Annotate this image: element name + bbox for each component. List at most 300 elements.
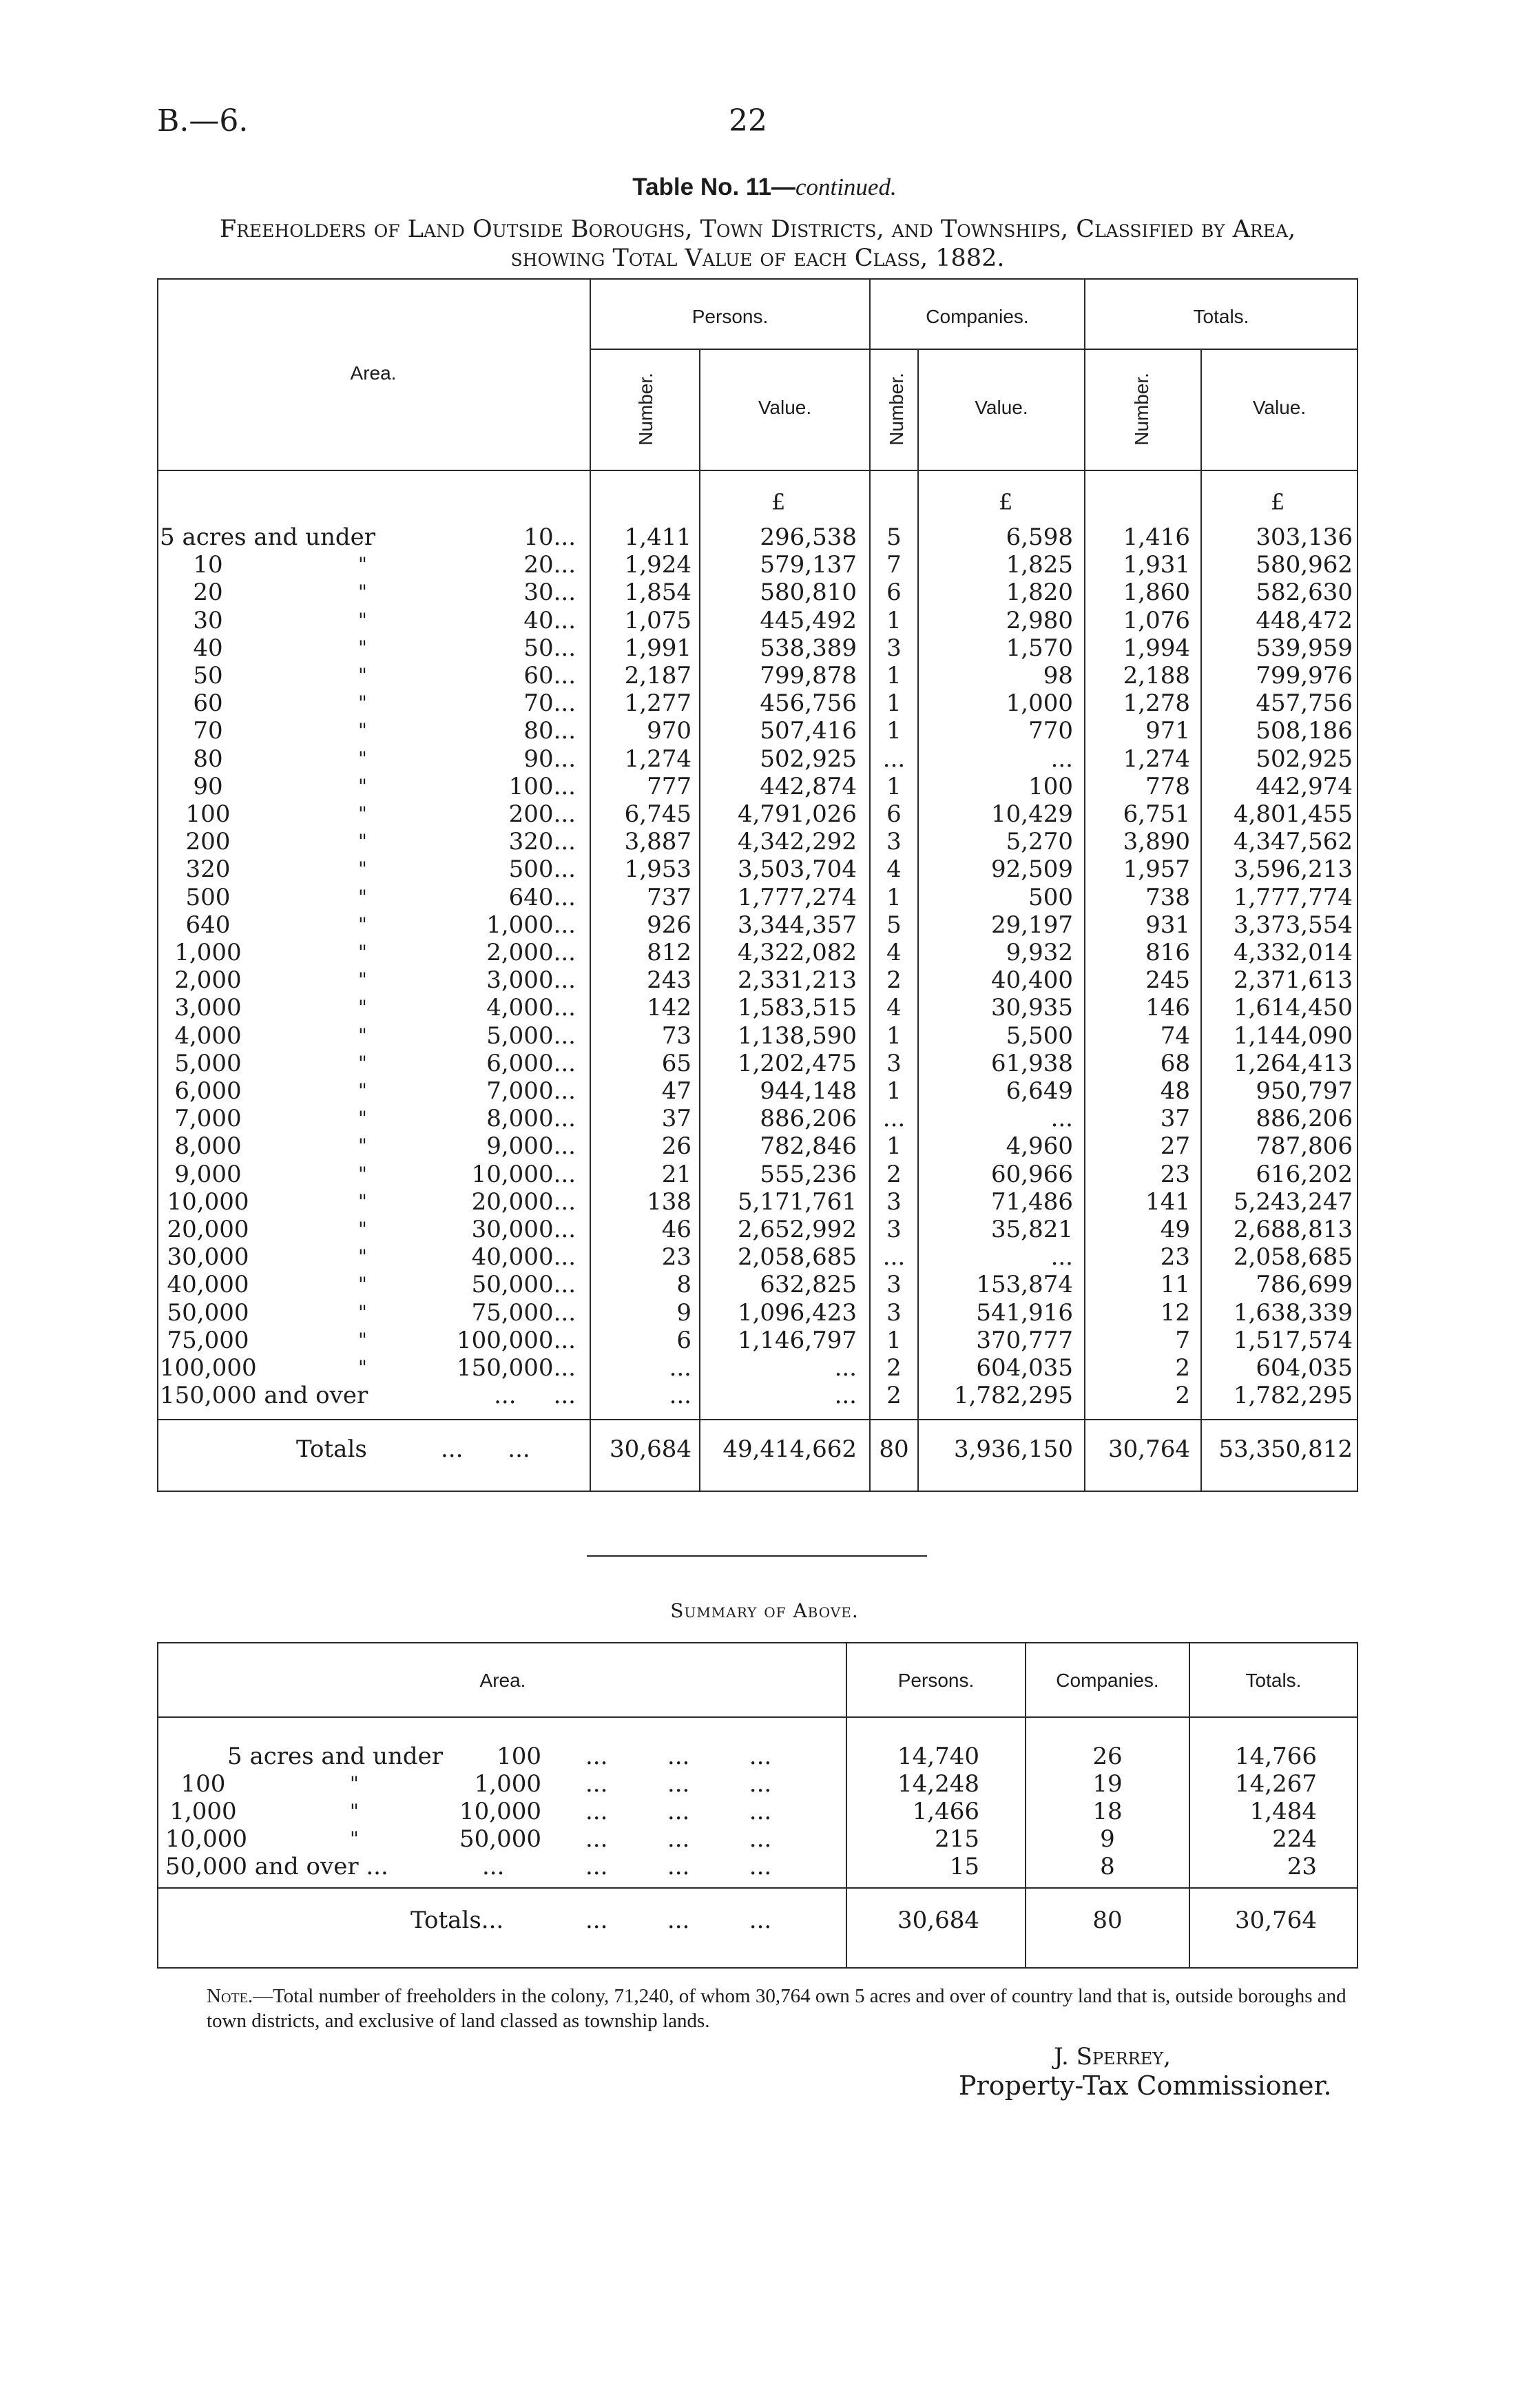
ditto-mark: " [358, 885, 367, 909]
summary-totals: 23 [1287, 1853, 1317, 1880]
totals-value: 1,638,339 [1233, 1298, 1353, 1327]
area-to: 20... [523, 551, 576, 579]
totals-dots: ... ... [441, 1435, 530, 1463]
table-row [0, 1132, 1529, 1160]
persons-value: 1,146,797 [737, 1326, 857, 1354]
area-from: 2,000 [174, 966, 242, 995]
ditto-mark: " [358, 719, 367, 743]
table-row [0, 579, 1529, 606]
totals-value: 442,974 [1256, 772, 1353, 800]
header-companies-value: Value. [975, 397, 1028, 418]
area-to: 320... [508, 828, 576, 856]
ditto-mark: " [358, 996, 367, 1019]
area-to: 60... [523, 662, 576, 689]
area-from: 30,000 [167, 1243, 249, 1272]
totals-persons-value: 49,414,662 [722, 1435, 857, 1463]
summary-persons: 14,248 [897, 1770, 979, 1798]
totals-value: 1,777,774 [1233, 883, 1353, 911]
totals-number: 2 [1175, 1354, 1190, 1382]
summary-totals: 14,766 [1235, 1743, 1317, 1770]
companies-number: 4 [886, 855, 902, 884]
companies-number: 3 [886, 828, 902, 856]
persons-value: 580,810 [760, 579, 857, 607]
companies-value: 9,932 [1006, 939, 1073, 966]
totals-value: 2,371,613 [1233, 966, 1353, 995]
summary-dots: ... ... ... [585, 1798, 772, 1825]
persons-number: 1,924 [624, 551, 691, 579]
table-title-main: Table No. 11— [632, 174, 795, 200]
table-row [0, 745, 1529, 773]
totals-number: 27 [1160, 1132, 1190, 1161]
companies-number: 5 [886, 523, 902, 551]
totals-number: 68 [1160, 1049, 1190, 1077]
persons-number: 1,075 [624, 606, 691, 634]
persons-number: 9 [676, 1298, 691, 1327]
totals-number: 2 [1175, 1382, 1190, 1410]
header-bottom-rule [157, 470, 1358, 471]
area-from: 8,000 [174, 1132, 242, 1161]
companies-number: 4 [886, 939, 902, 966]
area-from: 50,000 [167, 1298, 249, 1327]
ditto-mark: " [358, 858, 367, 881]
table-row [0, 1161, 1529, 1188]
area-from: 7,000 [174, 1105, 242, 1133]
summary-area: 1,000 [169, 1798, 237, 1825]
summary-totals-companies: 80 [1092, 1907, 1123, 1934]
totals-number: 23 [1160, 1243, 1190, 1272]
persons-value: ... [834, 1382, 857, 1410]
companies-number: 1 [886, 1077, 902, 1105]
table-row [0, 1299, 1529, 1327]
summary-area-to: ... [482, 1853, 505, 1880]
area-from: 70 [193, 717, 223, 745]
page-number: 22 [729, 103, 767, 138]
totals-totals-number: 30,764 [1108, 1435, 1190, 1463]
totals-value: 448,472 [1256, 606, 1353, 634]
companies-number: 2 [886, 966, 902, 995]
persons-number: 1,854 [624, 579, 691, 607]
table-row [0, 607, 1529, 634]
area-from: 30 [193, 606, 223, 634]
summary-companies: 9 [1100, 1825, 1115, 1853]
companies-value: 4,960 [1006, 1132, 1073, 1161]
footnote-text: —Total number of freeholders in the colony, 71,240, of whom 30,764 own 5 acres and over of country land that is, outside boroughs and town districts, and exclusive of land classed as township lands. [207, 1985, 1346, 2032]
persons-value: 4,342,292 [737, 828, 857, 856]
table-row [0, 662, 1529, 689]
totals-number: 48 [1160, 1077, 1190, 1105]
totals-number: 23 [1160, 1160, 1190, 1188]
companies-number: 2 [886, 1160, 902, 1188]
summary-totals: 224 [1272, 1825, 1317, 1853]
area-from: 20 [193, 579, 223, 607]
persons-number: 6 [676, 1326, 691, 1354]
companies-value: 2,980 [1006, 606, 1073, 634]
persons-number: 1,953 [624, 855, 691, 884]
ditto-mark: " [350, 1827, 359, 1850]
summary-persons: 15 [949, 1853, 979, 1880]
persons-number: 737 [647, 883, 691, 911]
persons-value: 1,138,590 [737, 1021, 857, 1050]
footnote-label: Note. [207, 1985, 253, 2007]
persons-value: 555,236 [760, 1160, 857, 1188]
area-to: 640... [508, 883, 576, 911]
ditto-mark: " [358, 1107, 367, 1130]
persons-number: 926 [647, 911, 691, 939]
area-from: 320 [185, 855, 231, 884]
ditto-mark: " [358, 1356, 367, 1379]
companies-value: 60,966 [991, 1160, 1073, 1188]
companies-number: 1 [886, 1021, 902, 1050]
totals-number: 1,076 [1123, 606, 1190, 634]
table-row [0, 1050, 1529, 1077]
ditto-mark: " [358, 1162, 367, 1185]
area-to: 50... [523, 634, 576, 662]
totals-number: 49 [1160, 1216, 1190, 1243]
area-from: 4,000 [174, 1021, 242, 1050]
persons-value: 2,058,685 [737, 1243, 857, 1272]
summary-dots: ... ... ... [585, 1853, 772, 1880]
summary-totals-dots: ... ... ... [585, 1907, 772, 1934]
companies-value: 71,486 [991, 1187, 1073, 1216]
table-row [0, 717, 1529, 745]
ditto-mark: " [358, 1328, 367, 1351]
summary-dots: ... ... ... [585, 1770, 772, 1798]
table-caption [157, 215, 1358, 273]
persons-value: 538,389 [760, 634, 857, 662]
table-row [0, 1382, 1529, 1409]
summary-row [0, 1743, 1529, 1770]
header-persons: Persons. [691, 306, 769, 327]
companies-value: 1,820 [1006, 579, 1073, 607]
summary-totals: 1,484 [1249, 1798, 1317, 1825]
summary-area-to: 50,000 [459, 1825, 541, 1853]
area-to: 9,000... [486, 1132, 576, 1161]
area-to: 75,000... [471, 1298, 576, 1327]
area-from: 100,000 [160, 1354, 257, 1382]
summary-totals-totals: 30,764 [1235, 1907, 1317, 1934]
summary-persons: 215 [935, 1825, 979, 1853]
area-to: 40,000... [471, 1243, 576, 1272]
area-to: 30... [523, 579, 576, 607]
companies-number: 1 [886, 772, 902, 800]
summary-persons: 1,466 [912, 1798, 979, 1825]
companies-value: 500 [1028, 883, 1073, 911]
area-from: 90 [193, 772, 223, 800]
totals-value: 303,136 [1256, 523, 1353, 551]
area-to: 30,000... [471, 1216, 576, 1243]
area-to: 5,000... [486, 1021, 576, 1050]
ditto-mark: " [350, 1800, 359, 1823]
companies-value: 35,821 [991, 1216, 1073, 1243]
companies-number: 3 [886, 1298, 902, 1327]
totals-number: 6,751 [1123, 800, 1190, 828]
persons-number: 21 [661, 1160, 691, 1188]
persons-value: 1,096,423 [737, 1298, 857, 1327]
totals-value: 3,596,213 [1233, 855, 1353, 884]
table-row [0, 1188, 1529, 1216]
table-bottom-rule [157, 1491, 1358, 1492]
summary-companies: 8 [1100, 1853, 1115, 1880]
area-from: 80 [193, 745, 223, 773]
signatory-title: Property-Tax Commissioner. [959, 2070, 1332, 2101]
ditto-mark: " [358, 1051, 367, 1075]
area-to: 10... [523, 523, 576, 551]
header-area: Area. [350, 362, 397, 384]
companies-value: 100 [1028, 772, 1073, 800]
area-from: 40,000 [167, 1271, 249, 1299]
totals-number: 738 [1145, 883, 1190, 911]
summary-header-companies: Companies. [1056, 1670, 1159, 1691]
summary-area: 100 [180, 1770, 226, 1798]
persons-value: 944,148 [760, 1077, 857, 1105]
header-totals-value: Value. [1252, 397, 1307, 418]
area-to: 40... [523, 606, 576, 634]
companies-value: 5,500 [1006, 1021, 1073, 1050]
area-from: 10,000 [167, 1187, 249, 1216]
totals-value: 1,517,574 [1233, 1326, 1353, 1354]
persons-value: ... [834, 1354, 857, 1382]
persons-value: 2,331,213 [737, 966, 857, 995]
companies-value: 98 [1043, 662, 1073, 689]
persons-value: 3,344,357 [737, 911, 857, 939]
table-row [0, 1105, 1529, 1132]
persons-number: 777 [647, 772, 691, 800]
summary-totals-label: Totals... [410, 1907, 504, 1934]
ditto-mark: " [358, 1190, 367, 1213]
area-to: 6,000... [486, 1049, 576, 1077]
area-from: 500 [185, 883, 231, 911]
area-from: 5 acres and under [160, 523, 376, 551]
persons-number: 6,745 [624, 800, 691, 828]
table-title-continued: continued. [795, 174, 897, 200]
header-persons-value: Value. [758, 397, 812, 418]
area-to: 10,000... [471, 1160, 576, 1188]
ditto-mark: " [358, 830, 367, 853]
area-to: 8,000... [486, 1105, 576, 1133]
table-row [0, 1022, 1529, 1050]
header-companies-number: Number. [886, 373, 907, 446]
header-persons-number: Number. [635, 373, 656, 446]
ditto-mark: " [358, 968, 367, 992]
persons-value: 442,874 [760, 772, 857, 800]
table-row [0, 551, 1529, 579]
table-row [0, 828, 1529, 855]
companies-value: 770 [1028, 717, 1073, 745]
companies-number: 6 [886, 579, 902, 607]
totals-number: 1,994 [1123, 634, 1190, 662]
totals-value: 1,264,413 [1233, 1049, 1353, 1077]
table-row [0, 1216, 1529, 1243]
persons-number: 1,274 [624, 745, 691, 773]
companies-value: 5,270 [1006, 828, 1073, 856]
totals-totals-value: 53,350,812 [1218, 1435, 1353, 1463]
totals-number: 3,890 [1123, 828, 1190, 856]
section-code: B.—6. [157, 103, 249, 138]
ditto-mark: " [358, 581, 367, 604]
ditto-mark: " [358, 1134, 367, 1158]
persons-number: 46 [661, 1216, 691, 1243]
persons-value: 2,652,992 [737, 1216, 857, 1243]
totals-value: 1,614,450 [1233, 994, 1353, 1022]
area-to: 100,000... [456, 1326, 576, 1354]
totals-value: 4,801,455 [1233, 800, 1353, 828]
area-to: 500... [508, 855, 576, 884]
area-from: 75,000 [167, 1326, 249, 1354]
summary-header-persons: Persons. [897, 1670, 975, 1691]
header-totals: Totals. [1193, 306, 1249, 327]
totals-value: 580,962 [1256, 551, 1353, 579]
totals-number: 931 [1145, 911, 1190, 939]
companies-number: ... [882, 1105, 906, 1133]
area-from: 20,000 [167, 1216, 249, 1243]
persons-value: 445,492 [760, 606, 857, 634]
area-from: 5,000 [174, 1049, 242, 1077]
companies-value: 541,916 [976, 1298, 1073, 1327]
companies-value: 61,938 [991, 1049, 1073, 1077]
companies-number: 3 [886, 1049, 902, 1077]
summary-companies: 19 [1092, 1770, 1123, 1798]
area-to: 50,000... [471, 1271, 576, 1299]
ditto-mark: " [358, 1218, 367, 1241]
table-row [0, 994, 1529, 1021]
summary-header-area: Area. [479, 1670, 526, 1691]
summary-area: 50,000 and over ... [165, 1853, 388, 1880]
persons-number: 73 [661, 1021, 691, 1050]
totals-value: 1,782,295 [1233, 1382, 1353, 1410]
companies-number: 4 [886, 994, 902, 1022]
summary-dots: ... ... ... [585, 1825, 772, 1853]
totals-value: 1,144,090 [1233, 1021, 1353, 1050]
persons-number: 26 [661, 1132, 691, 1161]
signatory-name: J. Sperrey, [1054, 2043, 1171, 2070]
ditto-mark: " [358, 608, 367, 632]
companies-number: 1 [886, 1132, 902, 1161]
totals-number: 1,278 [1123, 689, 1190, 718]
area-from: 40 [193, 634, 223, 662]
ditto-mark: " [358, 664, 367, 687]
totals-value: 799,976 [1256, 662, 1353, 689]
totals-number: 1,931 [1123, 551, 1190, 579]
summary-totals-persons: 30,684 [897, 1907, 979, 1934]
area-from: 640 [185, 911, 231, 939]
area-to: 70... [523, 689, 576, 718]
companies-value: 1,000 [1006, 689, 1073, 718]
persons-value: 4,322,082 [737, 939, 857, 966]
area-to: ... ... [494, 1382, 576, 1410]
table-row [0, 1327, 1529, 1354]
totals-value: 950,797 [1256, 1077, 1353, 1105]
persons-number: 23 [661, 1243, 691, 1272]
totals-number: 37 [1160, 1105, 1190, 1133]
totals-number: 778 [1145, 772, 1190, 800]
area-from: 60 [193, 689, 223, 718]
persons-number: ... [669, 1354, 691, 1382]
area-to: 1,000... [486, 911, 576, 939]
persons-value: 632,825 [760, 1271, 857, 1299]
totals-number: 11 [1160, 1271, 1190, 1299]
persons-number: 1,991 [624, 634, 691, 662]
table-row [0, 939, 1529, 966]
companies-number: 1 [886, 662, 902, 689]
summary-totals: 14,267 [1235, 1770, 1317, 1798]
companies-value: 604,035 [976, 1354, 1073, 1382]
totals-number: 971 [1145, 717, 1190, 745]
table-row [0, 966, 1529, 994]
companies-number: 6 [886, 800, 902, 828]
table-row [0, 634, 1529, 662]
companies-value: 6,598 [1006, 523, 1073, 551]
table-row [0, 884, 1529, 911]
totals-number: 74 [1160, 1021, 1190, 1050]
companies-value: 30,935 [991, 994, 1073, 1022]
area-from: 3,000 [174, 994, 242, 1022]
table-row [0, 523, 1529, 551]
area-to: 7,000... [486, 1077, 576, 1105]
persons-value: 782,846 [760, 1132, 857, 1161]
table-row [0, 773, 1529, 800]
summary-area-to: 1,000 [474, 1770, 541, 1798]
companies-number: ... [882, 745, 906, 773]
companies-number: 3 [886, 1271, 902, 1299]
summary-header-rule [157, 1716, 1358, 1718]
summary-header-totals: Totals. [1245, 1670, 1302, 1691]
ditto-mark: " [350, 1772, 359, 1795]
summary-companies: 18 [1092, 1798, 1123, 1825]
totals-value: 2,058,685 [1233, 1243, 1353, 1272]
ditto-mark: " [358, 1273, 367, 1296]
table-row [0, 800, 1529, 828]
companies-value: 29,197 [991, 911, 1073, 939]
companies-value: 1,825 [1006, 551, 1073, 579]
companies-number: 5 [886, 911, 902, 939]
persons-number: 2,187 [624, 662, 691, 689]
totals-number: 7 [1175, 1326, 1190, 1354]
section-separator [587, 1555, 927, 1557]
totals-rule [157, 1419, 1358, 1420]
area-to: 4,000... [486, 994, 576, 1022]
table-row [0, 1077, 1529, 1105]
area-to: 100... [508, 772, 576, 800]
totals-persons-number: 30,684 [610, 1435, 691, 1463]
totals-number: 1,416 [1123, 523, 1190, 551]
totals-number: 146 [1145, 994, 1190, 1022]
totals-number: 1,860 [1123, 579, 1190, 607]
area-from: 50 [193, 662, 223, 689]
table-top-rule [157, 278, 1358, 280]
summary-area-to: 10,000 [459, 1798, 541, 1825]
companies-value: 1,570 [1006, 634, 1073, 662]
area-to: 150,000... [456, 1354, 576, 1382]
companies-number: 1 [886, 1326, 902, 1354]
companies-number: 3 [886, 634, 902, 662]
area-to: 20,000... [471, 1187, 576, 1216]
persons-number: 8 [676, 1271, 691, 1299]
summary-dots: ... ... ... [585, 1743, 772, 1770]
persons-number: 37 [661, 1105, 691, 1133]
persons-value: 502,925 [760, 745, 857, 773]
pound-sign-companies: £ [999, 489, 1013, 515]
ditto-mark: " [358, 553, 367, 577]
persons-number: ... [669, 1382, 691, 1410]
ditto-mark: " [358, 774, 367, 798]
area-from: 10 [193, 551, 223, 579]
persons-number: 1,277 [624, 689, 691, 718]
totals-value: 457,756 [1256, 689, 1353, 718]
table-row [0, 1354, 1529, 1382]
totals-value: 616,202 [1256, 1160, 1353, 1188]
summary-area: 10,000 [165, 1825, 247, 1853]
area-from: 9,000 [174, 1160, 242, 1188]
